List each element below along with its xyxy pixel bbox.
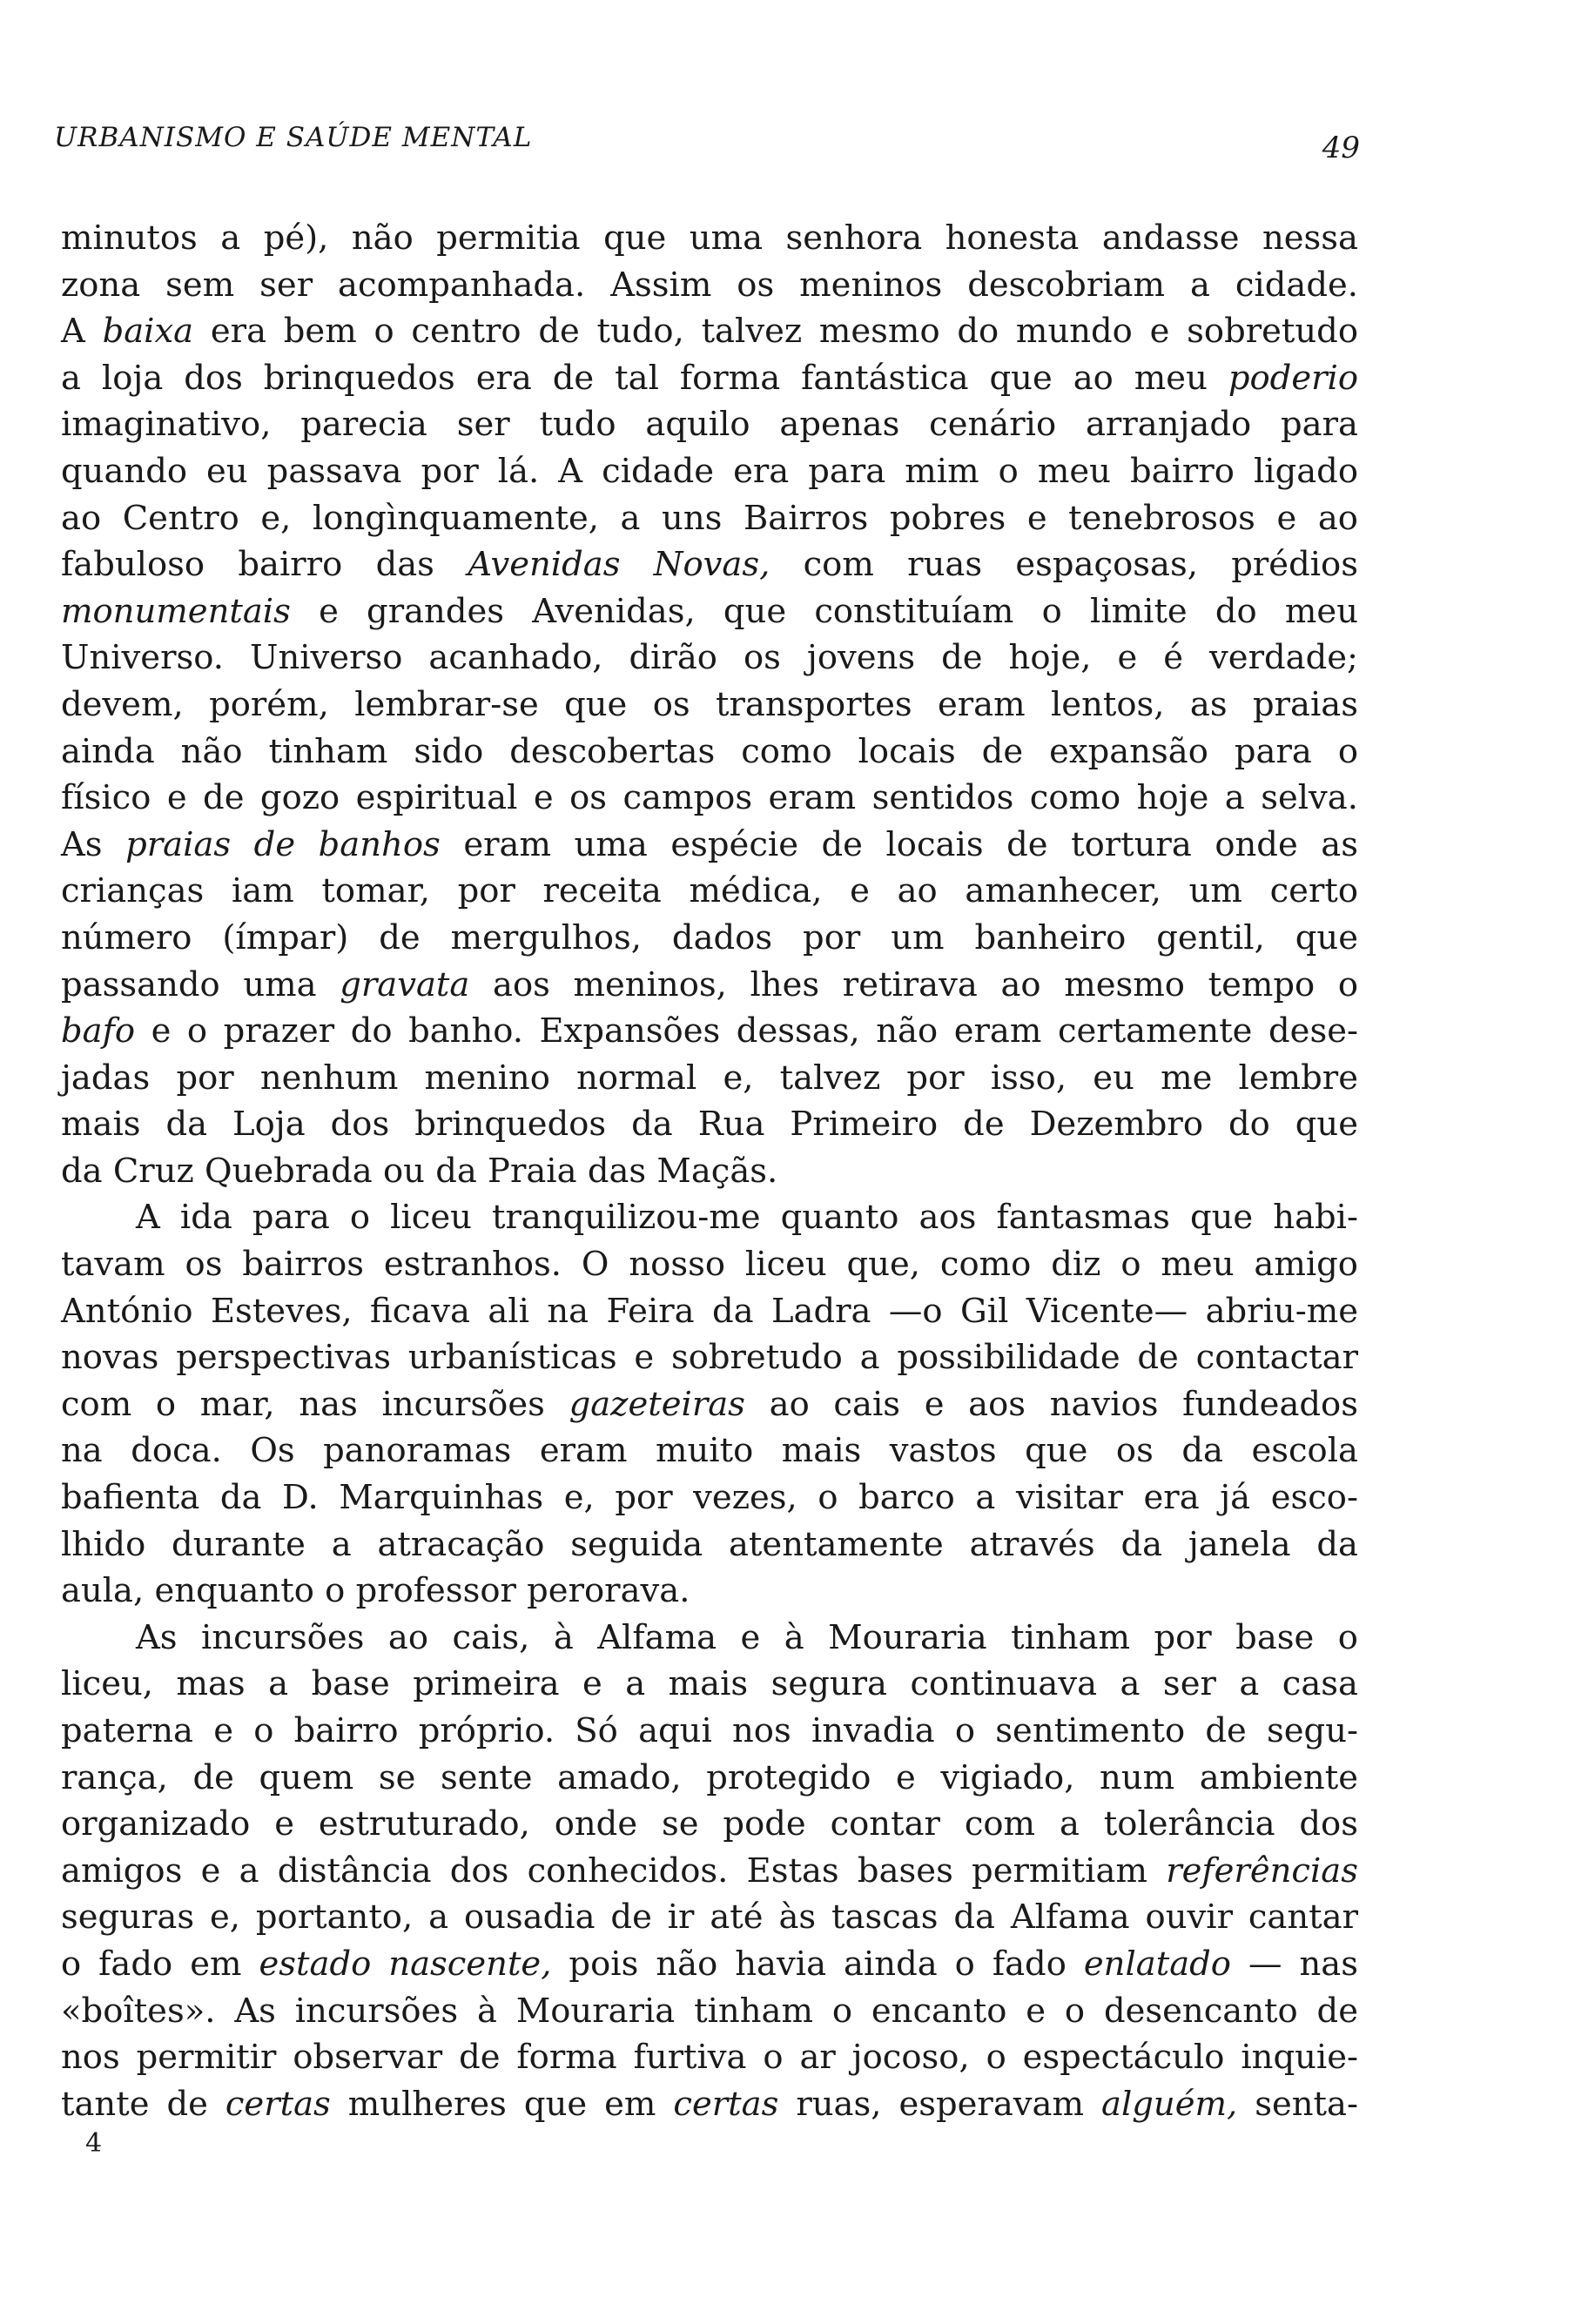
text-run: bafienta da D. Marquinhas e, por vezes, o barco a visitar era já esco- <box>61 1478 1358 1518</box>
text-run: amigos e a distância dos conhecidos. Estas bases permitiam <box>61 1850 1167 1891</box>
text-run: número (ímpar) de mergulhos, dados por um banheiro gentil, que <box>61 917 1358 957</box>
text-run: eram uma espécie de locais de tortura onde as <box>440 824 1358 864</box>
italic-text: alguém, <box>1100 2084 1238 2124</box>
page-number: 49 <box>1322 131 1360 165</box>
text-run: mulheres que em <box>330 2084 674 2124</box>
text-run: liceu, mas a base primeira e a mais segura continuava a ser a casa <box>61 1664 1358 1704</box>
text-line <box>61 2034 1358 2081</box>
text-line <box>61 1894 1358 1941</box>
italic-text: praias de banhos <box>125 824 441 864</box>
text-run: quando eu passava por lá. A cidade era para mim o meu bairro ligado <box>61 451 1358 491</box>
text-line <box>61 1521 1358 1568</box>
text-run: com o mar, nas incursões <box>61 1384 569 1424</box>
text-line <box>61 541 1358 588</box>
text-run: passando uma <box>61 964 340 1004</box>
italic-text: Avenidas Novas, <box>468 545 770 585</box>
text-line <box>61 1568 1358 1615</box>
text-line <box>61 729 1358 776</box>
text-run: aula, enquanto o professor perorava. <box>61 1571 690 1611</box>
text-run: paterna e o bairro próprio. Só aqui nos invadia o sentimento de segu- <box>61 1711 1358 1750</box>
italic-text: estado nascente, <box>259 1944 552 1984</box>
text-run: A ida para o liceu tranquilizou-me quanto aos fantasmas que habi- <box>136 1198 1358 1238</box>
text-run: imaginativo, parecia ser tudo aquilo apenas cenário arranjado para <box>61 405 1358 445</box>
text-run: senta- <box>1237 2084 1358 2124</box>
italic-text: gazeteiras <box>569 1384 745 1424</box>
italic-text: monumentais <box>61 591 291 631</box>
text-line <box>61 355 1358 402</box>
text-line <box>61 1941 1358 1988</box>
text-line <box>61 1661 1358 1708</box>
text-line <box>61 588 1358 635</box>
italic-text: certas <box>673 2084 779 2124</box>
text-line <box>61 495 1358 542</box>
text-line <box>61 868 1358 915</box>
paragraph <box>61 215 1358 1194</box>
text-run: ainda não tinham sido descobertas como locais de expansão para o <box>61 731 1358 771</box>
text-line <box>61 1148 1358 1195</box>
text-run: aos meninos, lhes retirava ao mesmo tempo o <box>469 964 1359 1004</box>
italic-text: referências <box>1166 1850 1358 1891</box>
text-run: na doca. Os panoramas eram muito mais vastos que os da escola <box>61 1431 1358 1471</box>
body-text <box>61 215 1358 2127</box>
text-run: novas perspectivas urbanísticas e sobretudo a possibilidade de contactar <box>61 1338 1358 1378</box>
text-line <box>61 1427 1358 1474</box>
signature-mark: 4 <box>85 2128 103 2159</box>
text-run: António Esteves, ficava ali na Feira da Ladra —o Gil Vicente— abriu-me <box>61 1291 1358 1331</box>
text-run: nos permitir observar de forma furtiva o ar jocoso, o espectáculo inquie- <box>61 2038 1358 2078</box>
text-run: tavam os bairros estranhos. O nosso liceu que, como diz o meu amigo <box>61 1245 1358 1285</box>
text-line <box>61 1381 1358 1428</box>
italic-text: enlatado <box>1083 1944 1231 1984</box>
text-run: era bem o centro de tudo, talvez mesmo do mundo e sobretudo <box>193 312 1358 352</box>
text-run: jadas por nenhum menino normal e, talvez por isso, eu me lembre <box>61 1058 1358 1098</box>
text-line <box>61 1288 1358 1335</box>
text-line <box>61 1801 1358 1848</box>
text-line <box>61 775 1358 822</box>
text-run: «boîtes». As incursões à Mouraria tinham o encanto e o desencanto de <box>61 1991 1358 2031</box>
text-run: com ruas espaçosas, prédios <box>770 545 1358 585</box>
paragraph <box>61 1615 1358 2128</box>
text-line <box>61 962 1358 1009</box>
text-line <box>61 1334 1358 1381</box>
text-run: ao Centro e, longìnquamente, a uns Bairros pobres e tenebrosos e ao <box>61 498 1358 538</box>
italic-text: gravata <box>340 964 470 1004</box>
text-run: lhido durante a atracação seguida atentamente através da janela da <box>61 1524 1358 1564</box>
text-line <box>61 448 1358 495</box>
text-line <box>61 215 1358 262</box>
paragraph <box>61 1194 1358 1614</box>
text-run: Universo. Universo acanhado, dirão os jovens de hoje, e é verdade; <box>61 638 1358 678</box>
text-line <box>61 1708 1358 1755</box>
text-run: As incursões ao cais, à Alfama e à Mouraria tinham por base o <box>136 1617 1358 1657</box>
italic-text: baixa <box>102 312 194 352</box>
text-line <box>61 1055 1358 1102</box>
text-run: da Cruz Quebrada ou da Praia das Maçãs. <box>61 1151 778 1191</box>
text-line <box>61 635 1358 682</box>
text-run: A <box>61 312 103 352</box>
text-run: zona sem ser acompanhada. Assim os meninos descobriam a cidade. <box>61 265 1358 305</box>
text-run: ruas, esperavam <box>778 2084 1101 2124</box>
text-line <box>61 1194 1358 1241</box>
text-run: organizado e estruturado, onde se pode contar com a tolerância dos <box>61 1804 1358 1844</box>
text-run: As <box>61 824 126 864</box>
text-line <box>61 308 1358 355</box>
text-line <box>61 1848 1358 1895</box>
text-run: a loja dos brinquedos era de tal forma fantástica que ao meu <box>61 358 1228 398</box>
italic-text: bafo <box>61 1011 136 1051</box>
text-run: físico e de gozo espiritual e os campos eram sentidos como hoje a selva. <box>61 778 1358 818</box>
italic-text: certas <box>225 2084 331 2124</box>
text-run: — nas <box>1231 1944 1359 1984</box>
text-line <box>61 822 1358 869</box>
text-run: crianças iam tomar, por receita médica, e ao amanhecer, um certo <box>61 871 1358 911</box>
text-run: pois não havia ainda o fado <box>551 1944 1084 1984</box>
text-line <box>61 401 1358 448</box>
text-run: ao cais e aos navios fundeados <box>744 1384 1358 1424</box>
text-run: fabuloso bairro das <box>61 545 468 585</box>
text-run: o fado em <box>61 1944 259 1984</box>
text-line <box>61 1615 1358 1662</box>
text-line <box>61 1474 1358 1521</box>
text-line <box>61 682 1358 729</box>
text-run: mais da Loja dos brinquedos da Rua Primeiro de Dezembro do que <box>61 1105 1358 1145</box>
running-head: URBANISMO E SAÚDE MENTAL <box>54 122 533 153</box>
text-run: e o prazer do banho. Expansões dessas, não eram certamente dese- <box>135 1011 1358 1051</box>
text-run: devem, porém, lembrar-se que os transportes eram lentos, as praias <box>61 684 1358 724</box>
text-line <box>61 1008 1358 1055</box>
text-line <box>61 1101 1358 1148</box>
text-line <box>61 1988 1358 2035</box>
text-run: e grandes Avenidas, que constituíam o limite do meu <box>290 591 1358 631</box>
text-line <box>61 1241 1358 1288</box>
text-run: rança, de quem se sente amado, protegido e vigiado, num ambiente <box>61 1757 1358 1797</box>
italic-text: poderio <box>1228 358 1358 398</box>
text-run: tante de <box>61 2084 225 2124</box>
text-run: minutos a pé), não permitia que uma senhora honesta andasse nessa <box>61 218 1358 258</box>
text-line <box>61 915 1358 962</box>
text-run: seguras e, portanto, a ousadia de ir até às tascas da Alfama ouvir cantar <box>61 1897 1358 1938</box>
text-line <box>61 262 1358 309</box>
text-line <box>61 2081 1358 2128</box>
text-line <box>61 1755 1358 1802</box>
